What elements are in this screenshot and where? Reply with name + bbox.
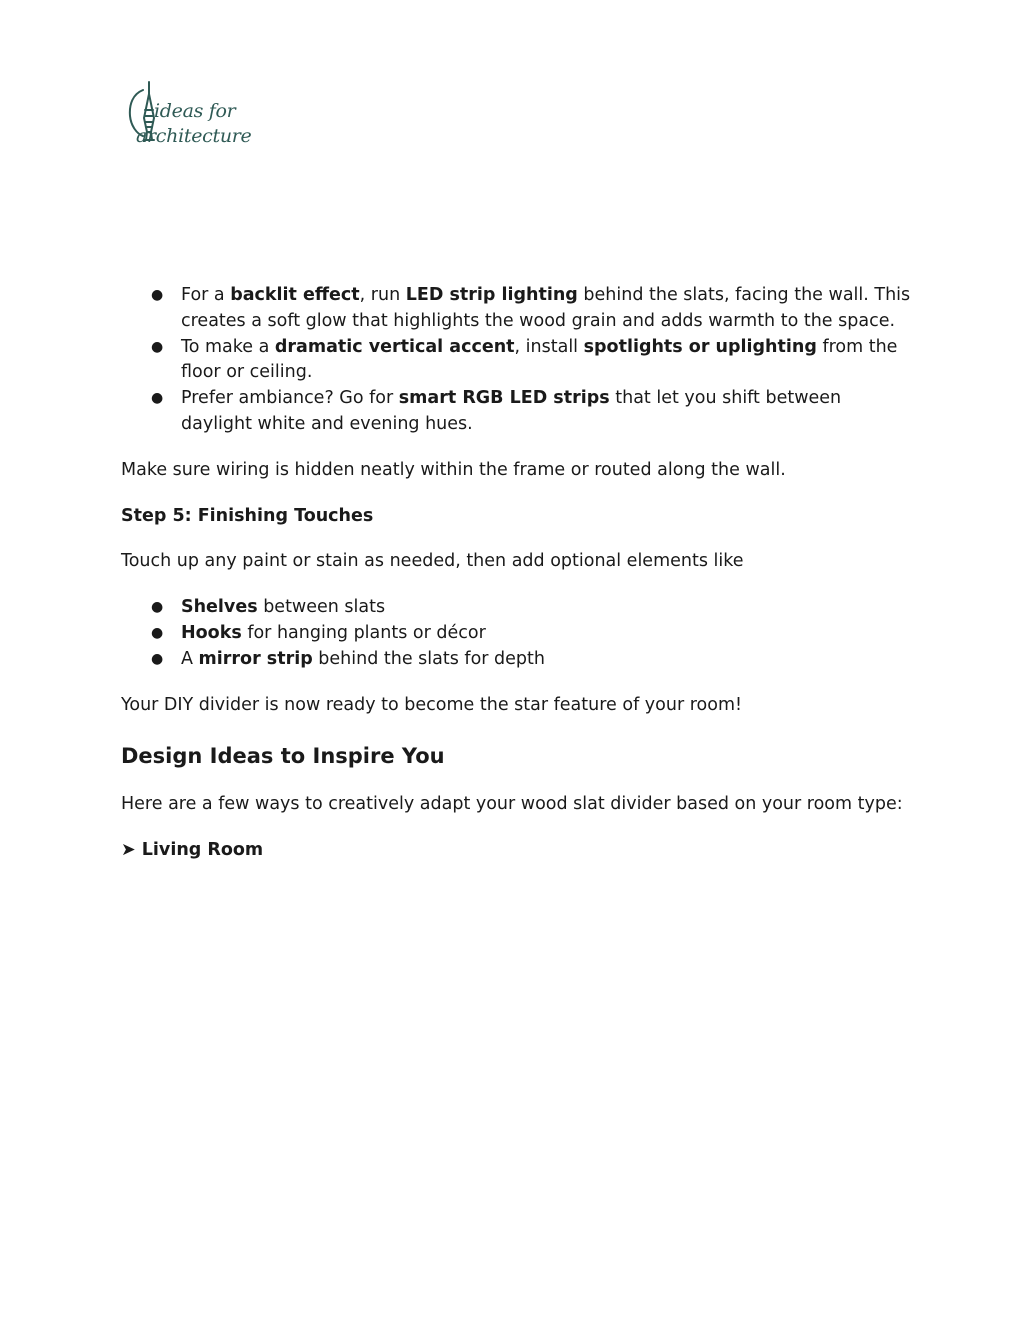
lighting-options-list xyxy=(121,283,911,438)
arrow-icon: ➤ xyxy=(121,840,136,861)
wiring-paragraph: Make sure wiring is hidden neatly within the frame or routed along the wall. xyxy=(121,459,786,480)
list-text-bold: spotlights or uplighting xyxy=(583,336,817,357)
logo-text-line1: ideas for xyxy=(154,100,236,122)
list-item xyxy=(121,595,911,621)
list-text: behind the slats for depth xyxy=(312,648,545,669)
bullet-icon: ● xyxy=(151,390,164,407)
list-text: To make a xyxy=(181,336,275,357)
bullet-icon: ● xyxy=(151,287,164,303)
logo-text-line2: architecture xyxy=(136,125,252,147)
list-text-bold: smart RGB LED strips xyxy=(398,388,610,409)
section-heading: Design Ideas to Inspire You xyxy=(121,744,445,769)
list-text: between slats xyxy=(257,597,386,618)
section-intro: Here are a few ways to creatively adapt your wood slat divider based on your room type: xyxy=(121,794,903,815)
list-text: For a xyxy=(181,285,231,305)
list-text-bold: mirror strip xyxy=(198,648,313,669)
ready-paragraph: Your DIY divider is now ready to become the star feature of your room! xyxy=(121,694,743,715)
list-text: Prefer ambiance? Go for xyxy=(181,388,399,409)
list-item xyxy=(121,335,911,387)
list-text: , install xyxy=(514,336,584,357)
list-text: that let you shift between daylight white and evening hues. xyxy=(181,388,842,434)
living-room-subheading xyxy=(121,838,911,864)
list-text-bold: Hooks xyxy=(181,622,242,643)
bullet-icon: ● xyxy=(151,650,164,667)
brand-logo xyxy=(128,80,258,152)
living-room-label: Living Room xyxy=(141,840,264,861)
list-item xyxy=(121,283,911,335)
bullet-icon: ● xyxy=(151,338,164,355)
list-text: from the floor or ceiling. xyxy=(181,336,898,383)
bullet-icon: ● xyxy=(151,624,164,641)
step-5-intro: Touch up any paint or stain as needed, then add optional elements like xyxy=(121,551,744,572)
list-text-bold: LED strip lighting xyxy=(405,285,578,305)
list-text: for hanging plants or décor xyxy=(241,622,486,643)
list-text: behind the slats, facing the wall. This creates a soft glow that highlights the wood grain and adds warmth to the space. xyxy=(181,285,911,331)
list-item xyxy=(121,386,911,438)
list-item xyxy=(121,647,911,673)
step-5-title: Step 5: Finishing Touches xyxy=(121,505,374,526)
document-body xyxy=(121,283,911,864)
list-text-bold: backlit effect xyxy=(230,285,360,305)
list-text-bold: Shelves xyxy=(181,597,258,618)
finishing-touches-list xyxy=(121,595,911,672)
bullet-icon: ● xyxy=(151,599,164,616)
list-text-bold: dramatic vertical accent xyxy=(274,336,515,357)
list-item xyxy=(121,621,911,647)
list-text: A xyxy=(181,648,199,669)
list-text: , run xyxy=(359,285,406,305)
